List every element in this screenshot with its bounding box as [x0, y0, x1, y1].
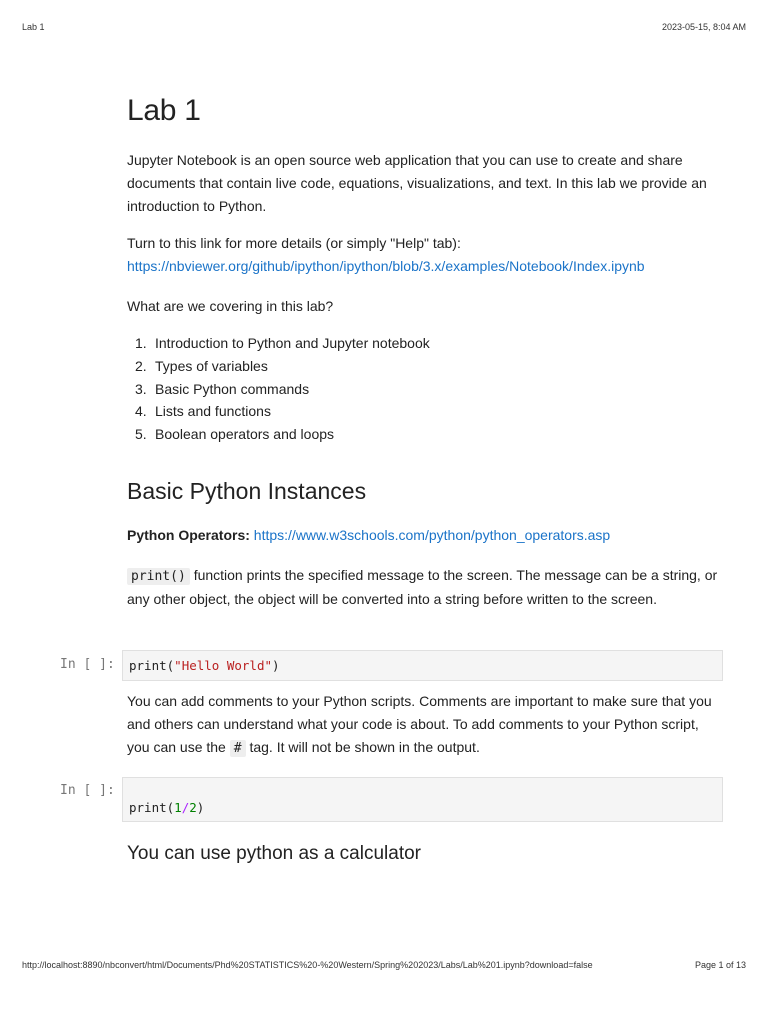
- print-header-title: Lab 1: [22, 22, 45, 32]
- list-item: 4. Lists and functions: [135, 403, 271, 420]
- code-cell-division[interactable]: [122, 777, 723, 822]
- help-link[interactable]: https://nbviewer.org/github/ipython/ipython/blob/3.x/examples/Notebook/Index.ipynb: [127, 258, 645, 274]
- print-footer: [22, 960, 746, 974]
- list-item: 5. Boolean operators and loops: [135, 426, 335, 443]
- print-header: [22, 22, 746, 36]
- list-item: 1. Introduction to Python and Jupyter notebook: [135, 335, 430, 351]
- help-paragraph: [127, 232, 723, 278]
- help-text: Turn to this link for more details (or simply "Help" tab):: [127, 235, 461, 251]
- print-description: [127, 564, 723, 611]
- print-header-datetime: 2023-05-15, 8:04 AM: [661, 22, 746, 32]
- print-desc-text: function prints the specified message to the screen. The message can be a string, or any other object, the object will be converted into a string before written to the screen.: [127, 567, 718, 607]
- objectives-list: [127, 332, 687, 446]
- comments-paragraph: You can add comments to your Python scripts. Comments are important to make sure that you and others can understand what your code is about. To add comments to your Python script, you can use the # tag. It will not be shown in the output.: [127, 693, 712, 756]
- print-footer-url: http://localhost:8890/nbconvert/html/Documents/Phd%20STATISTICS%20-%20Western/Spring%202023/Labs/Lab%201.ipynb?download=false: [22, 960, 593, 970]
- operators-label: Python Operators:: [127, 527, 250, 543]
- print-footer-page: Page 1 of 13: [694, 960, 746, 970]
- notebook-title: Lab 1: [127, 94, 201, 127]
- intro-paragraph: Jupyter Notebook is an open source web application that you can use to create and share documents that contain live code, equations, visualizations, and text. In this lab we provide an introduction to Python.: [127, 152, 707, 214]
- list-item: 3. Basic Python commands: [135, 380, 310, 397]
- section-title: Basic Python Instances: [127, 478, 367, 504]
- code-line: print(1/2): [129, 800, 205, 815]
- code-cell-hello-world[interactable]: [122, 650, 723, 681]
- operators-link[interactable]: https://www.w3schools.com/python/python_operators.asp: [253, 527, 611, 543]
- cell-prompt: In [ ]:: [60, 783, 115, 798]
- cell-prompt: In [ ]:: [60, 657, 115, 672]
- hash-inline-code: #: [230, 740, 246, 757]
- covering-question: What are we covering in this lab?: [127, 298, 334, 314]
- code-line: print("Hello World"): [129, 658, 280, 673]
- print-inline-code: print(): [127, 568, 190, 585]
- list-item: 2. Types of variables: [135, 357, 268, 374]
- calculator-title: You can use python as a calculator: [127, 843, 421, 864]
- operators-paragraph: [127, 524, 723, 547]
